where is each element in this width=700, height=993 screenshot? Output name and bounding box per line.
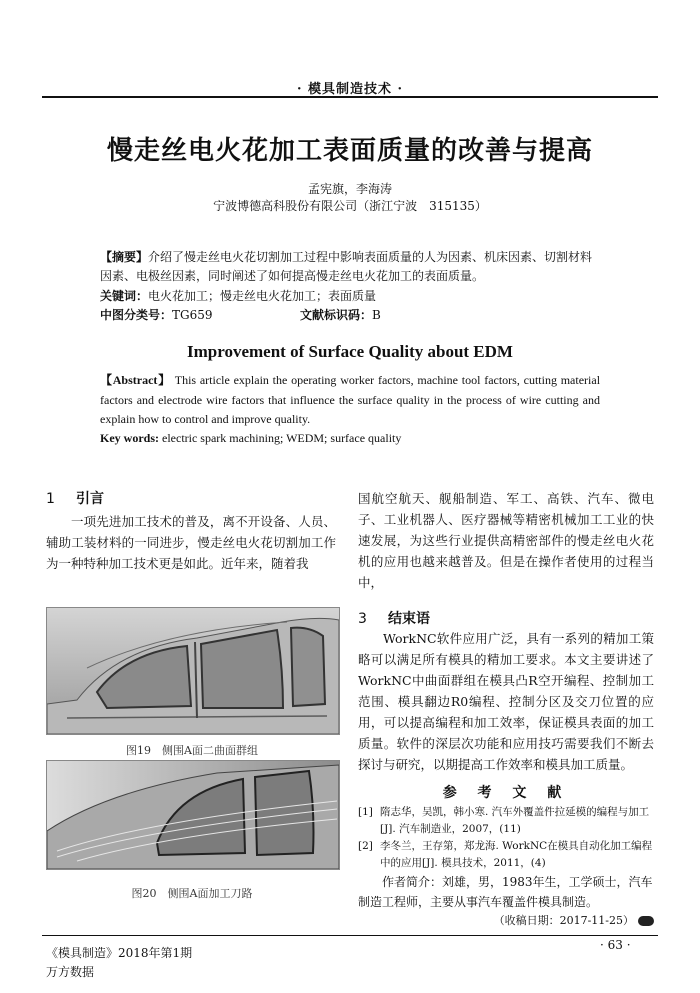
paper-title: 慢走丝电火花加工表面质量的改善与提高 [106, 136, 593, 166]
journal-logo-icon [638, 916, 654, 926]
section1-title: 引言 [76, 491, 104, 507]
en-abstract-label: 【Abstract】 [100, 373, 171, 387]
header-rule [42, 96, 658, 98]
chinese-keywords [100, 287, 600, 306]
english-abstract [100, 371, 600, 430]
section3-title: 结束语 [388, 611, 430, 627]
abstract-label: 【摘要】 [100, 250, 149, 264]
reference-number: [2] [358, 840, 373, 852]
section3-heading [358, 608, 430, 628]
reference-number: [1] [358, 806, 373, 818]
section3-number: 3 [358, 611, 367, 627]
en-keywords-text: electric spark machining; WEDM; surface quality [162, 431, 402, 445]
class-value: TG659 [172, 308, 213, 322]
reference-text: 隋志华，吴凯，韩小寒. 汽车外覆盖件拉延模的编程与加工[J]. 汽车制造业，2007，(11) [380, 806, 650, 835]
figure-19-image [46, 607, 340, 735]
reference-text: 李冬兰，王存第，郑龙海. WorkNC在模具自动化加工编程中的应用[J]. 模具技术，2011，(4) [380, 840, 653, 869]
class-label: 中图分类号： [100, 308, 173, 322]
english-title: Improvement of Surface Quality about EDM [187, 342, 513, 361]
section3-body: WorkNC软件应用广泛，具有一系列的精加工策略可以满足所有模具的精加工要求。本文主要讲述了WorkNC中曲面群组在模具凸R空开编程、控制加工范围、模具翻边R0编程、控制分区及交刀位置的应用，可以提高编程和加工效率，保证模具表面的加工质量。软件的深层次功能和应用技巧需要我们不断去探讨与研究，以期提高工作效率和模具加工质量。 [358, 631, 654, 772]
section1-heading [46, 488, 104, 508]
en-keywords-label: Key words: [100, 431, 159, 445]
database-name: 万方数据 [46, 965, 95, 979]
page-number: · 63 · [600, 938, 631, 952]
figure-19-caption: 图19 侧围A面二曲面群组 [126, 744, 258, 757]
reference-item [358, 838, 654, 872]
abstract-text: 介绍了慢走丝电火花切割加工过程中影响表面质量的人为因素、机床因素、切割材料因素、电极丝因素，同时阐述了如何提高慢走丝电火花加工的表面质量。 [100, 250, 593, 283]
received-text: （收稿日期：2017-11-25） [493, 914, 634, 927]
figure-20-caption: 图20 侧围A面加工刀路 [131, 887, 253, 900]
section-divider [42, 580, 658, 586]
author-bio: 作者简介：刘雄，男，1983年生，工学硕士，汽车制造工程师，主要从事汽车覆盖件模具制造。 [358, 875, 653, 909]
english-keywords [100, 431, 600, 446]
keywords-text: 电火花加工；慢走丝电火花加工；表面质量 [148, 289, 377, 303]
references-heading: 参 考 文 献 [442, 785, 570, 801]
received-date [358, 912, 654, 928]
authors: 孟宪旗，李海涛 [307, 182, 392, 196]
section1-continuation: 国航空航天、舰船制造、军工、高铁、汽车、微电子、工业机器人、医疗器械等精密机械加工工业的快速发展，为这些行业提供高精密部件的慢走丝电火花机的应用也越来越普及。但是在操作者使用的过程当中， [358, 491, 654, 590]
doc-code-label: 文献标识码： [300, 308, 373, 322]
footer-rule [42, 935, 658, 936]
section-header: · 模具制造技术 · [296, 82, 404, 97]
classification [100, 306, 600, 325]
reference-item [358, 804, 654, 838]
section1-number: 1 [46, 491, 55, 507]
en-abstract-text: This article explain the operating worker factors, machine tool factors, cutting material factors and electrode wire factors that influence the surface quality in the process of wire cutting and explain how to control and improve quality. [100, 373, 601, 426]
affiliation: 宁波博德高科股份有限公司（浙江宁波 315135） [213, 199, 487, 213]
figure-20-image [46, 760, 340, 870]
doc-code-value: B [372, 308, 381, 322]
section1-body: 一项先进加工技术的普及，离不开设备、人员、辅助工装材料的一同进步，慢走丝电火花切割加工作为一种特种加工技术更是如此。近年来，随着我 [46, 514, 336, 571]
keywords-label: 关键词： [100, 289, 149, 303]
journal-name: 《模具制造》2018年第1期 [46, 946, 193, 960]
chinese-abstract [100, 248, 600, 286]
